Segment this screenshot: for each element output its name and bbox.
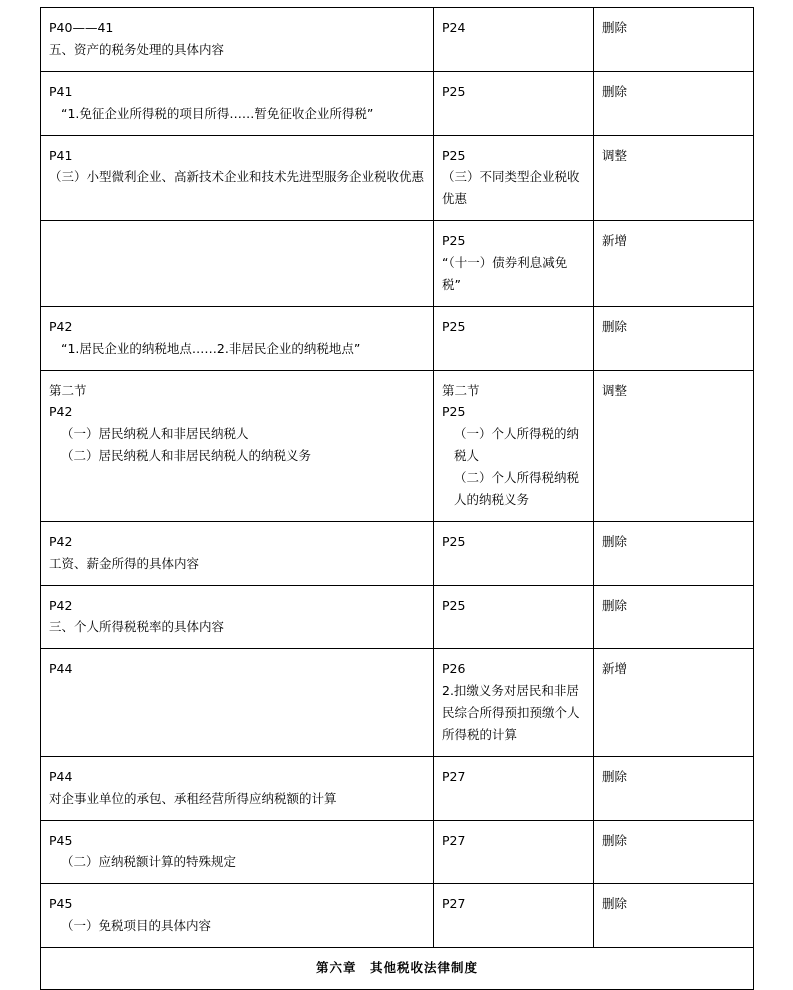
- text-line: P27: [442, 832, 466, 848]
- row-10-col-action: [594, 820, 754, 884]
- text-line: 工资、薪金所得的具体内容: [49, 555, 200, 571]
- table-row: [41, 8, 754, 72]
- row-2-col-new: [434, 135, 594, 221]
- table-row: [41, 521, 754, 585]
- text-line: P25: [442, 83, 466, 99]
- text-line: （一）免税项目的具体内容: [61, 918, 212, 934]
- row-4-col-action: [594, 306, 754, 370]
- text-line: P24: [442, 20, 466, 35]
- text-line: （二）个人所得税纳税人的纳税义务: [454, 470, 580, 507]
- row-8-col-old: [41, 649, 434, 757]
- table-row: [41, 221, 754, 307]
- text-line: 2.扣缴义务对居民和非居民综合所得预扣预缴个人所得税的计算: [442, 683, 580, 742]
- table-body: [41, 8, 754, 990]
- chapter-heading-cell: [41, 948, 754, 990]
- row-11-col-old: [41, 884, 434, 948]
- chapter-title: 第六章 其他税收法律制度: [315, 960, 478, 975]
- text-line: （二）居民纳税人和非居民纳税人的纳税义务: [61, 448, 312, 464]
- table-row: [41, 649, 754, 757]
- row-7-col-action: [594, 585, 754, 649]
- text-line: P25: [442, 318, 466, 334]
- row-10-col-new: [434, 820, 594, 884]
- text-line: P42: [49, 597, 73, 613]
- text-line: （二）应纳税额计算的特殊规定: [61, 854, 237, 870]
- text-line: 对企事业单位的承包、承租经营所得应纳税额的计算: [49, 790, 337, 806]
- chapter-heading-row: [41, 948, 754, 990]
- row-4-col-new: [434, 306, 594, 370]
- text-line: （一）居民纳税人和非居民纳税人: [61, 426, 249, 442]
- table-row: [41, 884, 754, 948]
- text-line: 删除: [602, 318, 628, 334]
- text-line: P45: [49, 896, 73, 912]
- row-11-col-new: [434, 884, 594, 948]
- table-row: [41, 135, 754, 221]
- row-2-col-old: [41, 135, 434, 221]
- row-3-col-new: [434, 221, 594, 307]
- row-7-col-new: [434, 585, 594, 649]
- row-4-col-old: [41, 306, 434, 370]
- table-row: [41, 71, 754, 135]
- row-9-col-new: [434, 756, 594, 820]
- text-line: 第二节: [442, 382, 480, 398]
- text-line: 删除: [602, 768, 628, 784]
- text-line: 删除: [602, 83, 628, 99]
- text-line: P44: [49, 661, 73, 677]
- text-line: 删除: [602, 896, 628, 912]
- text-line: 删除: [602, 533, 628, 549]
- row-1-col-action: [594, 71, 754, 135]
- text-line: P44: [49, 768, 73, 784]
- row-8-col-action: [594, 649, 754, 757]
- row-10-col-old: [41, 820, 434, 884]
- revision-comparison-table: [40, 7, 754, 990]
- text-line: P42: [49, 404, 73, 420]
- row-3-col-action: [594, 221, 754, 307]
- text-line: P42: [49, 318, 73, 334]
- row-8-col-new: [434, 649, 594, 757]
- text-line: P25: [442, 147, 466, 163]
- text-line: 五、资产的税务处理的具体内容: [49, 41, 225, 57]
- row-5-col-old: [41, 370, 434, 521]
- table-row: [41, 370, 754, 521]
- text-line: P41: [49, 147, 73, 163]
- text-line: P25: [442, 533, 466, 549]
- row-3-col-old: [41, 221, 434, 307]
- text-line: 三、个人所得税税率的具体内容: [49, 619, 225, 635]
- text-line: “（十一）债券利息减免税”: [442, 255, 568, 292]
- row-1-col-old: [41, 71, 434, 135]
- text-line: 删除: [602, 20, 628, 35]
- text-line: （三）不同类型企业税收优惠: [442, 169, 580, 207]
- row-2-col-action: [594, 135, 754, 221]
- table-row: [41, 306, 754, 370]
- row-0-col-old: [41, 8, 434, 72]
- text-line: 删除: [602, 832, 628, 848]
- table-row: [41, 820, 754, 884]
- page-top-margin: [0, 0, 793, 7]
- text-line: P40——41: [49, 20, 114, 35]
- text-line: “1.免征企业所得税的项目所得……暂免征收企业所得税”: [61, 105, 374, 121]
- text-line: P45: [49, 832, 73, 848]
- text-line: 第二节: [49, 382, 87, 398]
- row-7-col-old: [41, 585, 434, 649]
- row-0-col-action: [594, 8, 754, 72]
- row-9-col-old: [41, 756, 434, 820]
- text-line: 新增: [602, 661, 628, 677]
- row-6-col-old: [41, 521, 434, 585]
- text-line: P42: [49, 533, 73, 549]
- text-line: 新增: [602, 233, 628, 249]
- row-1-col-new: [434, 71, 594, 135]
- text-line: 删除: [602, 597, 628, 613]
- text-line: P25: [442, 233, 466, 249]
- text-line: P27: [442, 768, 466, 784]
- text-line: 调整: [602, 147, 628, 163]
- row-5-col-new: [434, 370, 594, 521]
- table-row: [41, 756, 754, 820]
- table-row: [41, 585, 754, 649]
- row-6-col-new: [434, 521, 594, 585]
- text-line: 调整: [602, 382, 628, 398]
- text-line: （三）小型微利企业、高新技术企业和技术先进型服务企业税收优惠: [49, 169, 425, 185]
- row-0-col-new: [434, 8, 594, 72]
- row-9-col-action: [594, 756, 754, 820]
- row-11-col-action: [594, 884, 754, 948]
- text-line: P41: [49, 83, 73, 99]
- text-line: （一）个人所得税的纳税人: [454, 426, 580, 464]
- text-line: P25: [442, 404, 466, 420]
- text-line: “1.居民企业的纳税地点……2.非居民企业的纳税地点”: [61, 340, 361, 356]
- text-line: P26: [442, 661, 466, 677]
- text-line: P27: [442, 896, 466, 912]
- row-6-col-action: [594, 521, 754, 585]
- text-line: P25: [442, 597, 466, 613]
- row-5-col-action: [594, 370, 754, 521]
